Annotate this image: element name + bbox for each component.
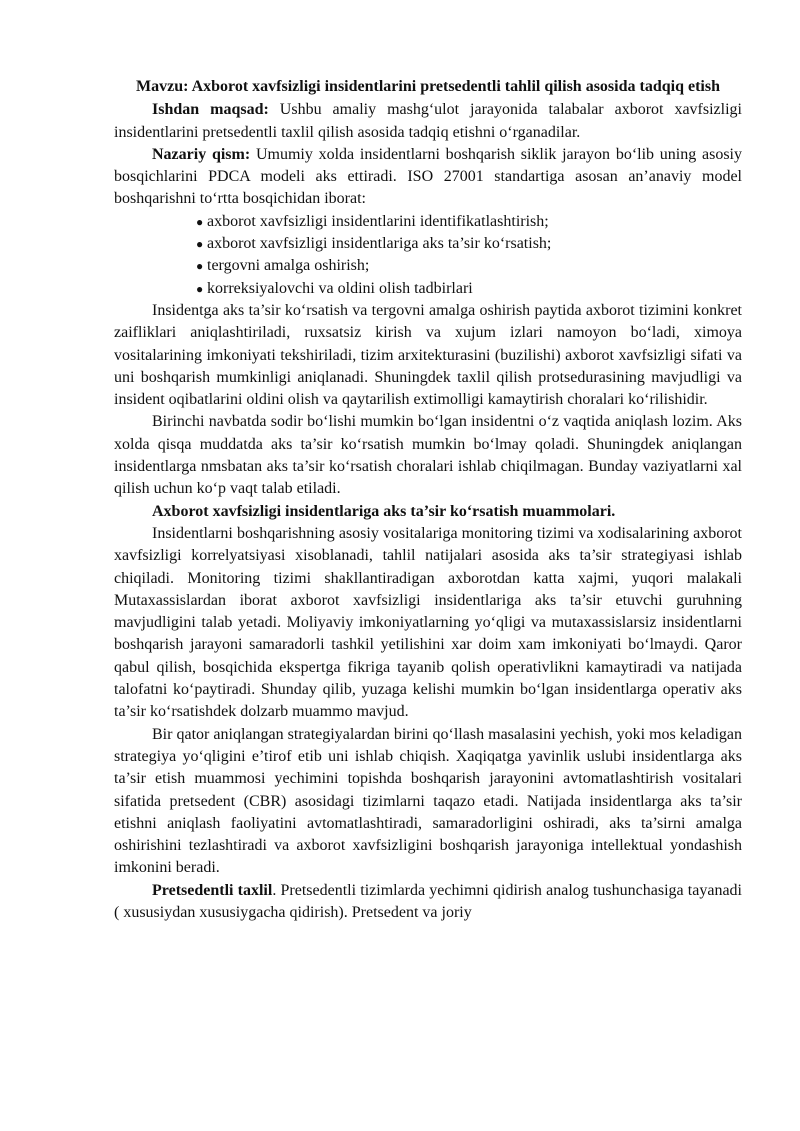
precedent-label: Pretsedentli taxlil (152, 881, 273, 899)
bullet-icon: ● (196, 259, 204, 274)
list-item: ● axborot xavfsizligi insidentlariga aks ta’sir ko‘rsatish; (196, 233, 742, 255)
goal-label: Ishdan maqsad: (152, 101, 269, 119)
precedent-text: . Pretsedentli tizimlarda yechimni qidirish analog tushunchasiga tayanadi ( xususiydan xususiygacha qidirish). Pretsedent va joriy (114, 881, 743, 921)
body-paragraph: Insidentlarni boshqarishning asosiy vositalariga monitoring tizimi va xodisalarining axborot xavfsizligi korrelyatsiyasi xisoblanadi, tahlil natijalari asosida aks ta’sir strategiyasi ishlab chiqiladi. Monitoring tizimi shakllantiradigan axborotdan katta xajmi, yuqori malakali Mutaxassislardan iborat axborot xavfsizligi insidentlariga aks ta’sir etuvchi guruhning mavjudligini talab yetadi. Moliyaviy imkoniyatlarning yo‘qligi va mutaxassislarsiz insidentlarni boshqarish jarayoni samaradorli tashkil yetilishini xar doim xam imkoniyati bo‘lmaydi. Qaror qabul qilish, bosqichida ekspertga fikriga tayanib qolish operativlikni kamaytiradi va natijada talofatni ko‘paytiradi. Shunday qilib, yuzaga kelishi mumkin bo‘lgan insidentlarga operativ aks ta’sir ko‘rsatishdek dolzarb muammo mavjud. (114, 524, 742, 721)
body-paragraph: Insidentga aks ta’sir ko‘rsatish va tergovni amalga oshirish paytida axborot tizimini konkret zaifliklari aniqlashtiriladi, ruxsatsiz kirish va xujum izlari namoyon bo‘ladi, ximoya vositalarining imkoniyati tekshiriladi, tizim arxitekturasini (buzilishi) axborot xavfsizligi sifati va uni boshqarish mumkinligi aniqlanadi. Shuningdek taxlil qilish protsedurasining mavjudligi va insident oqibatlarini oldini olish va qaytarilish extimolligi kamaytirish choralari ko‘rilishidir. (114, 301, 742, 409)
section-heading: Axborot xavfsizligi insidentlariga aks ta’sir ko‘rsatish muammolari. (152, 502, 616, 520)
goal-text: Ushbu amaliy mashg‘ulot jarayonida talabalar axborot xavfsizligi insidentlarini pretsedentli taxlil qilish asosida tadqiq etishni o‘rganadilar. (114, 101, 742, 141)
theory-label: Nazariy qism: (152, 145, 251, 163)
stages-list (114, 211, 742, 300)
theory-text: Umumiy xolda insidentlarni boshqarish siklik jarayon bo‘lib uning asosiy bosqichlarini PDCA modeli aks ettiradi. ISO 27001 standartiga asosan an’anaviy model boshqarishni to‘rtta bosqichidan iborat: (114, 145, 743, 208)
theory-paragraph (114, 144, 742, 211)
list-item: ● axborot xavfsizligi insidentlarini identifikatlashtirish; (196, 211, 742, 233)
body-paragraph: Birinchi navbatda sodir bo‘lishi mumkin bo‘lgan insidentni o‘z vaqtida aniqlash lozim. Aks xolda qisqa muddatda aks ta’sir ko‘rsatish mumkin bo‘lmay qoladi. Shuningdek aniqlangan insidentlarga nmsbatan aks ta’sir ko‘rsatish choralari ishlab chiqilmagan. Bunday vaziyatlarni xal qilish uchun ko‘p vaqt talab etiladi. (114, 413, 742, 498)
list-item: ● korreksiyalovchi va oldini olish tadbirlari (196, 278, 742, 300)
bullet-icon: ● (196, 214, 204, 229)
document-title: Mavzu: Axborot xavfsizligi insidentlarini pretsedentli tahlil qilish asosida tadqiq etish (136, 78, 720, 95)
body-paragraph: Bir qator aniqlangan strategiyalardan birini qo‘llash masalasini yechish, yoki mos keladigan strategiya yo‘qligini e’tirof etib uni ishlab chiqish. Xaqiqatga yavinlik uslubi insidentlarga aks ta’sir etish muammosi yechimini topishda boshqarish jarayonini avtomatlashtirish vositalari sifatida pretsedent (CBR) asosidagi tizimlarni taqazo etadi. Natijada insidentlarga aks ta’sir etishni aniqlash faoliyatini avtomatlashtiradi, samaradorligini oshiradi, aks ta’sirni amalga oshirishini tezlashtiradi va axborot xavfsizligini boshqarish jarayoniga intellektual yondashish imkonini beradi. (114, 725, 742, 877)
goal-paragraph (114, 99, 742, 144)
precedent-paragraph (114, 880, 742, 925)
list-item: ● tergovni amalga oshirish; (196, 255, 742, 277)
bullet-icon: ● (196, 281, 204, 296)
bullet-icon: ● (196, 237, 204, 252)
